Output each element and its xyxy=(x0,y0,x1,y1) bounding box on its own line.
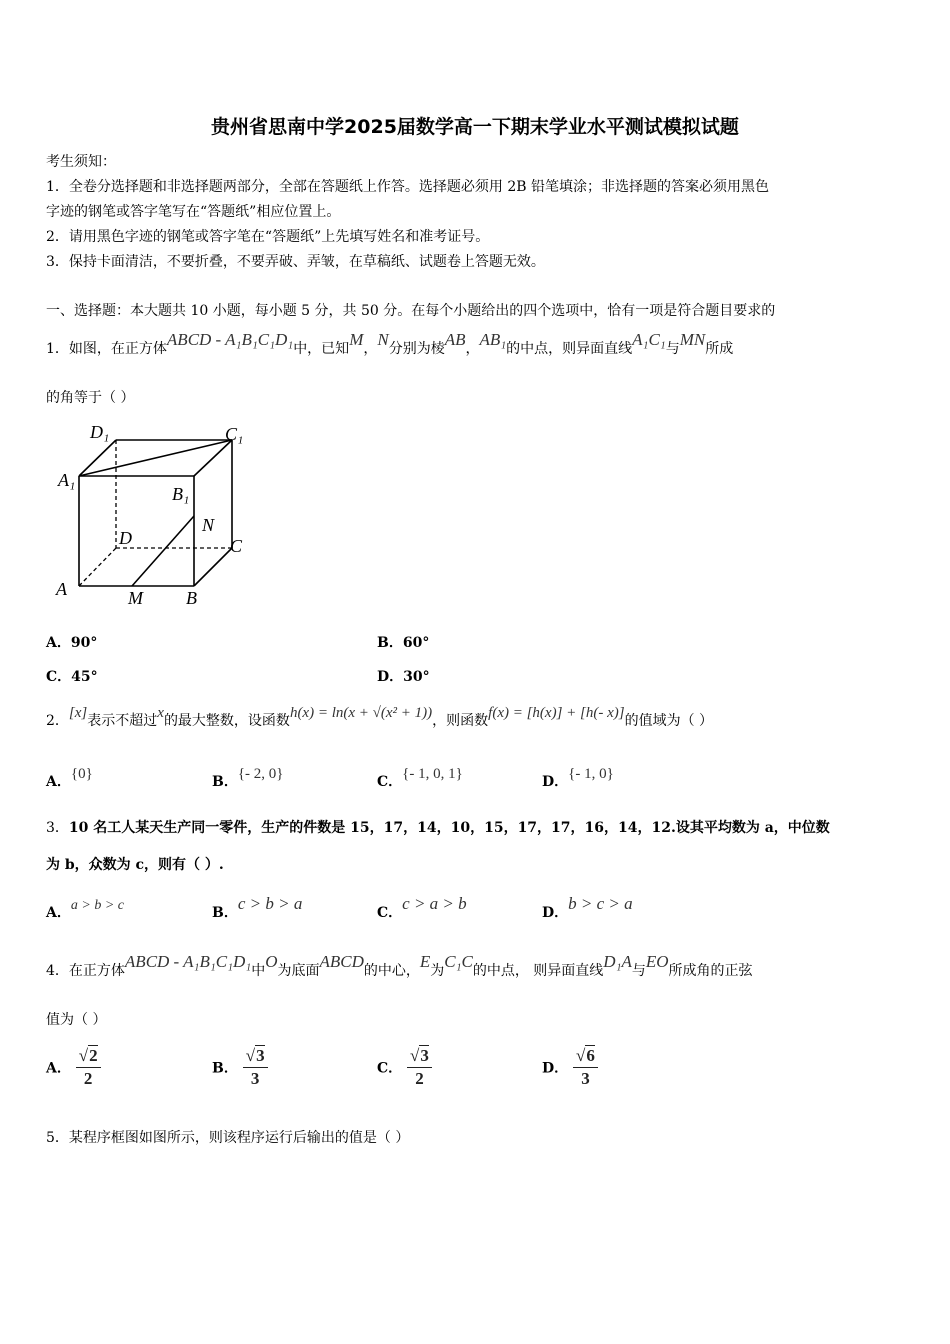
option-key: C． xyxy=(377,1060,403,1077)
q2-math: h(x) = ln(x + √(x² + 1)) xyxy=(289,705,433,721)
option-value: {- 1, 0} xyxy=(568,766,614,782)
option-key: B． xyxy=(212,774,238,790)
option-key: D． xyxy=(542,905,569,921)
q4-text: 的中点， 则异面直线 xyxy=(472,963,604,979)
option-value: 45° xyxy=(71,669,98,685)
q2-option-d[interactable] xyxy=(542,766,614,791)
fraction: $\frac{√6}{3}$ xyxy=(573,1046,598,1089)
option-value: 60° xyxy=(402,635,430,651)
q4-option-b[interactable] xyxy=(212,1046,268,1089)
fraction-denominator: 3 xyxy=(581,1069,590,1088)
notice-item: 字迹的钢笔或答字笔写在“答题纸”相应位置上。 xyxy=(46,204,341,220)
option-key: C． xyxy=(377,905,403,921)
q1-text: ， xyxy=(363,341,378,357)
option-key: D． xyxy=(542,774,569,790)
point-label-M: M xyxy=(128,588,143,608)
fraction-denominator: 2 xyxy=(83,1069,93,1088)
option-key: A． xyxy=(46,1060,71,1077)
option-value: b > c > a xyxy=(568,894,633,913)
notice-item: 2．请用黑色字迹的钢笔或答字笔在“答题纸”上先填写姓名和准考证号。 xyxy=(46,229,490,245)
q3-text: 3． xyxy=(46,820,69,836)
option-key: A． xyxy=(46,905,71,921)
q4-text: 4．在正方体 xyxy=(46,963,125,979)
q3-option-b[interactable] xyxy=(212,894,303,922)
q1-option-b[interactable] xyxy=(377,632,429,652)
notice-item: 3．保持卡面清洁，不要折叠，不要弄破、弄皱，在草稿纸、试题卷上答题无效。 xyxy=(46,254,545,270)
vertex-label-B: B xyxy=(186,588,197,608)
q3-text: 10 名工人某天生产同一零件，生产的件数是 15，17，14，10，15，17，17，16，14，12.设其平均数为 a，中位数 xyxy=(68,820,830,836)
option-value: {0} xyxy=(70,766,93,782)
q1-text: 的中点，则异面直线 xyxy=(506,341,633,357)
q2-text: 的值域为（ ） xyxy=(624,713,714,729)
q1-math: ABCD - A₁B₁C₁D₁ xyxy=(166,330,294,349)
option-value: a > b > c xyxy=(70,898,124,913)
point-label-N: N xyxy=(202,515,215,535)
fraction-numerator: 2 xyxy=(89,1046,98,1065)
q4-option-d[interactable] xyxy=(542,1046,598,1089)
q2-math: x xyxy=(157,705,164,721)
option-value: 90° xyxy=(70,635,98,651)
option-key: D． xyxy=(377,669,404,685)
question-1-stem-line2: 的角等于（ ） xyxy=(46,390,135,406)
option-key: A． xyxy=(46,774,71,790)
q4-math: D₁A xyxy=(603,952,632,971)
vertex-label-B1: B₁ xyxy=(172,484,190,504)
q4-math: E xyxy=(419,952,431,971)
option-key: C． xyxy=(377,774,403,790)
q2-option-a[interactable] xyxy=(46,766,93,791)
q4-option-a[interactable] xyxy=(46,1046,101,1089)
q1-option-a[interactable] xyxy=(46,632,97,652)
notice-item: 1．全卷分选择题和非选择题两部分，全部在答题纸上作答。选择题必须用 2B 铅笔填涂；非选择题的答案必须用黑色 xyxy=(46,179,769,195)
q2-text: ，则函数 xyxy=(432,713,489,729)
q4-text: 所成角的正弦 xyxy=(668,963,753,979)
vertex-label-D1: D₁ xyxy=(90,422,110,442)
vertex-label-C: C xyxy=(230,536,243,556)
vertex-label-A: A xyxy=(56,579,67,599)
q4-math: EO xyxy=(645,952,669,971)
q4-math: ABCD xyxy=(319,952,364,971)
q2-text: 表示不超过 xyxy=(87,713,158,729)
option-value: c > b > a xyxy=(237,894,303,913)
q2-option-c[interactable] xyxy=(377,766,463,791)
q1-math: A₁C₁ xyxy=(632,330,666,349)
q3-option-d[interactable] xyxy=(542,894,633,922)
q2-option-b[interactable] xyxy=(212,766,284,791)
q4-math: O xyxy=(265,952,278,971)
fraction-denominator: 3 xyxy=(250,1069,260,1088)
q2-text: 2． xyxy=(46,713,69,729)
question-5-stem: 5．某程序框图如图所示，则该程序运行后输出的值是（ ） xyxy=(46,1130,410,1146)
q1-math: N xyxy=(377,330,389,349)
question-3-stem xyxy=(46,818,830,838)
option-value: {- 2, 0} xyxy=(237,766,284,782)
q1-text: 分别为棱 xyxy=(388,341,445,357)
q1-text: 所成 xyxy=(705,341,734,357)
q3-option-a[interactable] xyxy=(46,898,124,922)
question-2-stem xyxy=(46,705,714,731)
q2-math: [x] xyxy=(68,705,88,721)
q2-text: 的最大整数，设函数 xyxy=(163,713,290,729)
vertex-label-A1: A₁ xyxy=(58,470,76,490)
fraction-numerator: 3 xyxy=(256,1046,265,1065)
q4-math: ABCD - A₁B₁C₁D₁ xyxy=(124,952,252,971)
page-title: 贵州省思南中学2025届数学高一下期末学业水平测试模拟试题 xyxy=(211,116,739,138)
fraction-numerator: 6 xyxy=(586,1046,595,1065)
q1-text: ， xyxy=(465,341,480,357)
q4-text: 中 xyxy=(251,963,266,979)
option-key: B． xyxy=(377,635,403,651)
q1-option-c[interactable] xyxy=(46,666,98,686)
q3-option-c[interactable] xyxy=(377,894,467,922)
option-key: B． xyxy=(212,1060,238,1077)
vertex-label-D: D xyxy=(119,528,132,548)
question-4-stem xyxy=(46,952,753,981)
q1-math: AB₁ xyxy=(479,330,507,349)
q1-option-d[interactable] xyxy=(377,666,430,686)
q1-text: 1．如图，在正方体 xyxy=(46,341,167,357)
fraction: $\frac{√3}{3}$ xyxy=(243,1046,268,1089)
q1-math: AB xyxy=(444,330,466,349)
question-1-stem xyxy=(46,330,734,359)
q4-text: 与 xyxy=(631,963,646,979)
option-key: B． xyxy=(212,905,238,921)
option-value: 30° xyxy=(403,669,430,685)
q1-text: 中，已知 xyxy=(293,341,350,357)
q4-text: 为 xyxy=(430,963,445,979)
q2-math: f(x) = [h(x)] + [h(- x)] xyxy=(488,705,625,721)
fraction-denominator: 2 xyxy=(415,1069,424,1088)
q1-math: M xyxy=(349,330,364,349)
option-key: D． xyxy=(542,1060,569,1077)
fraction: $\frac{√3}{2}$ xyxy=(407,1046,432,1089)
option-value: c > a > b xyxy=(402,894,467,913)
q4-text: 为底面 xyxy=(277,963,320,979)
option-key: C． xyxy=(46,669,72,685)
q4-option-c[interactable] xyxy=(377,1046,432,1089)
notice-heading: 考生须知： xyxy=(46,154,116,170)
option-value: {- 1, 0, 1} xyxy=(402,766,463,782)
question-4-stem-line2: 值为（ ） xyxy=(46,1012,107,1028)
question-3-stem-line2: 为 b，众数为 c，则有（ ）. xyxy=(46,857,224,873)
q1-math: MN xyxy=(679,330,706,349)
fraction: $\frac{√2}{2}$ xyxy=(76,1046,101,1089)
fraction-numerator: 3 xyxy=(420,1046,429,1065)
q4-text: 的中心， xyxy=(363,963,420,979)
option-key: A． xyxy=(46,635,71,651)
vertex-label-C1: C₁ xyxy=(225,424,244,444)
cube-figure xyxy=(44,418,264,613)
q1-text: 与 xyxy=(665,341,680,357)
q4-math: C₁C xyxy=(444,952,473,971)
section-heading: 一、选择题：本大题共 10 小题，每小题 5 分，共 50 分。在每个小题给出的四个选项中，恰有一项是符合题目要求的 xyxy=(46,303,776,319)
